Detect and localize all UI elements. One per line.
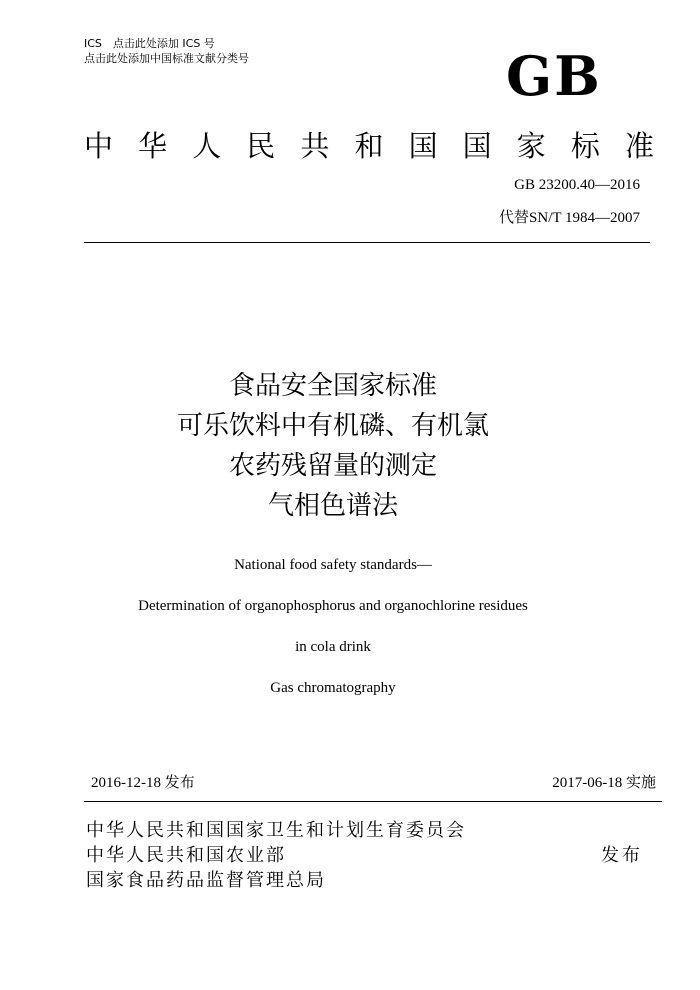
classification-placeholder[interactable]: 点击此处添加中国标准文献分类号 (84, 52, 249, 65)
chinese-title (0, 366, 700, 526)
heading-char: 共 (300, 129, 330, 163)
chinese-title-line: 食品安全国家标准 (228, 371, 437, 401)
heading-char: 人 (192, 129, 222, 163)
chinese-title-line: 可乐饮料中有机磷、有机氯 (176, 411, 489, 441)
gb-logo: GB (506, 44, 602, 108)
national-standard-heading (84, 128, 654, 164)
issuing-authorities (86, 818, 466, 893)
issuer-line: 中华人民共和国农业部 (86, 845, 286, 866)
heading-char: 华 (138, 129, 168, 163)
ics-placeholder[interactable]: ICS 点击此处添加 ICS 号 (84, 37, 215, 50)
issue-date: 2016-12-18 发布 (91, 775, 195, 791)
english-title-line: Gas chromatography (270, 680, 396, 696)
standard-number: GB 23200.40—2016 (514, 177, 640, 193)
chinese-title-line: 气相色谱法 (267, 491, 398, 521)
heading-char: 家 (516, 129, 546, 163)
issuer-line: 国家食品药品监督管理总局 (86, 870, 326, 891)
english-title-line: Determination of organophosphorus and organochlorine residues (138, 598, 528, 614)
replaces-standard: 代替SN/T 1984—2007 (499, 210, 640, 226)
heading-char: 民 (246, 129, 276, 163)
heading-char: 和 (354, 129, 384, 163)
heading-char: 国 (462, 129, 492, 163)
ics-block (84, 36, 249, 66)
english-title-line: National food safety standards— (234, 557, 432, 573)
bottom-divider (84, 801, 662, 802)
heading-char: 国 (408, 129, 438, 163)
publish-label: 发布 (601, 845, 643, 866)
english-title (0, 553, 700, 717)
heading-char: 标 (570, 129, 600, 163)
chinese-title-line: 农药残留量的测定 (228, 451, 437, 481)
english-title-line: in cola drink (295, 639, 371, 655)
issuer-line: 中华人民共和国国家卫生和计划生育委员会 (86, 820, 466, 841)
top-divider (84, 242, 650, 243)
heading-char: 准 (624, 129, 654, 163)
implementation-date: 2017-06-18 实施 (552, 775, 656, 791)
heading-char: 中 (84, 129, 114, 163)
